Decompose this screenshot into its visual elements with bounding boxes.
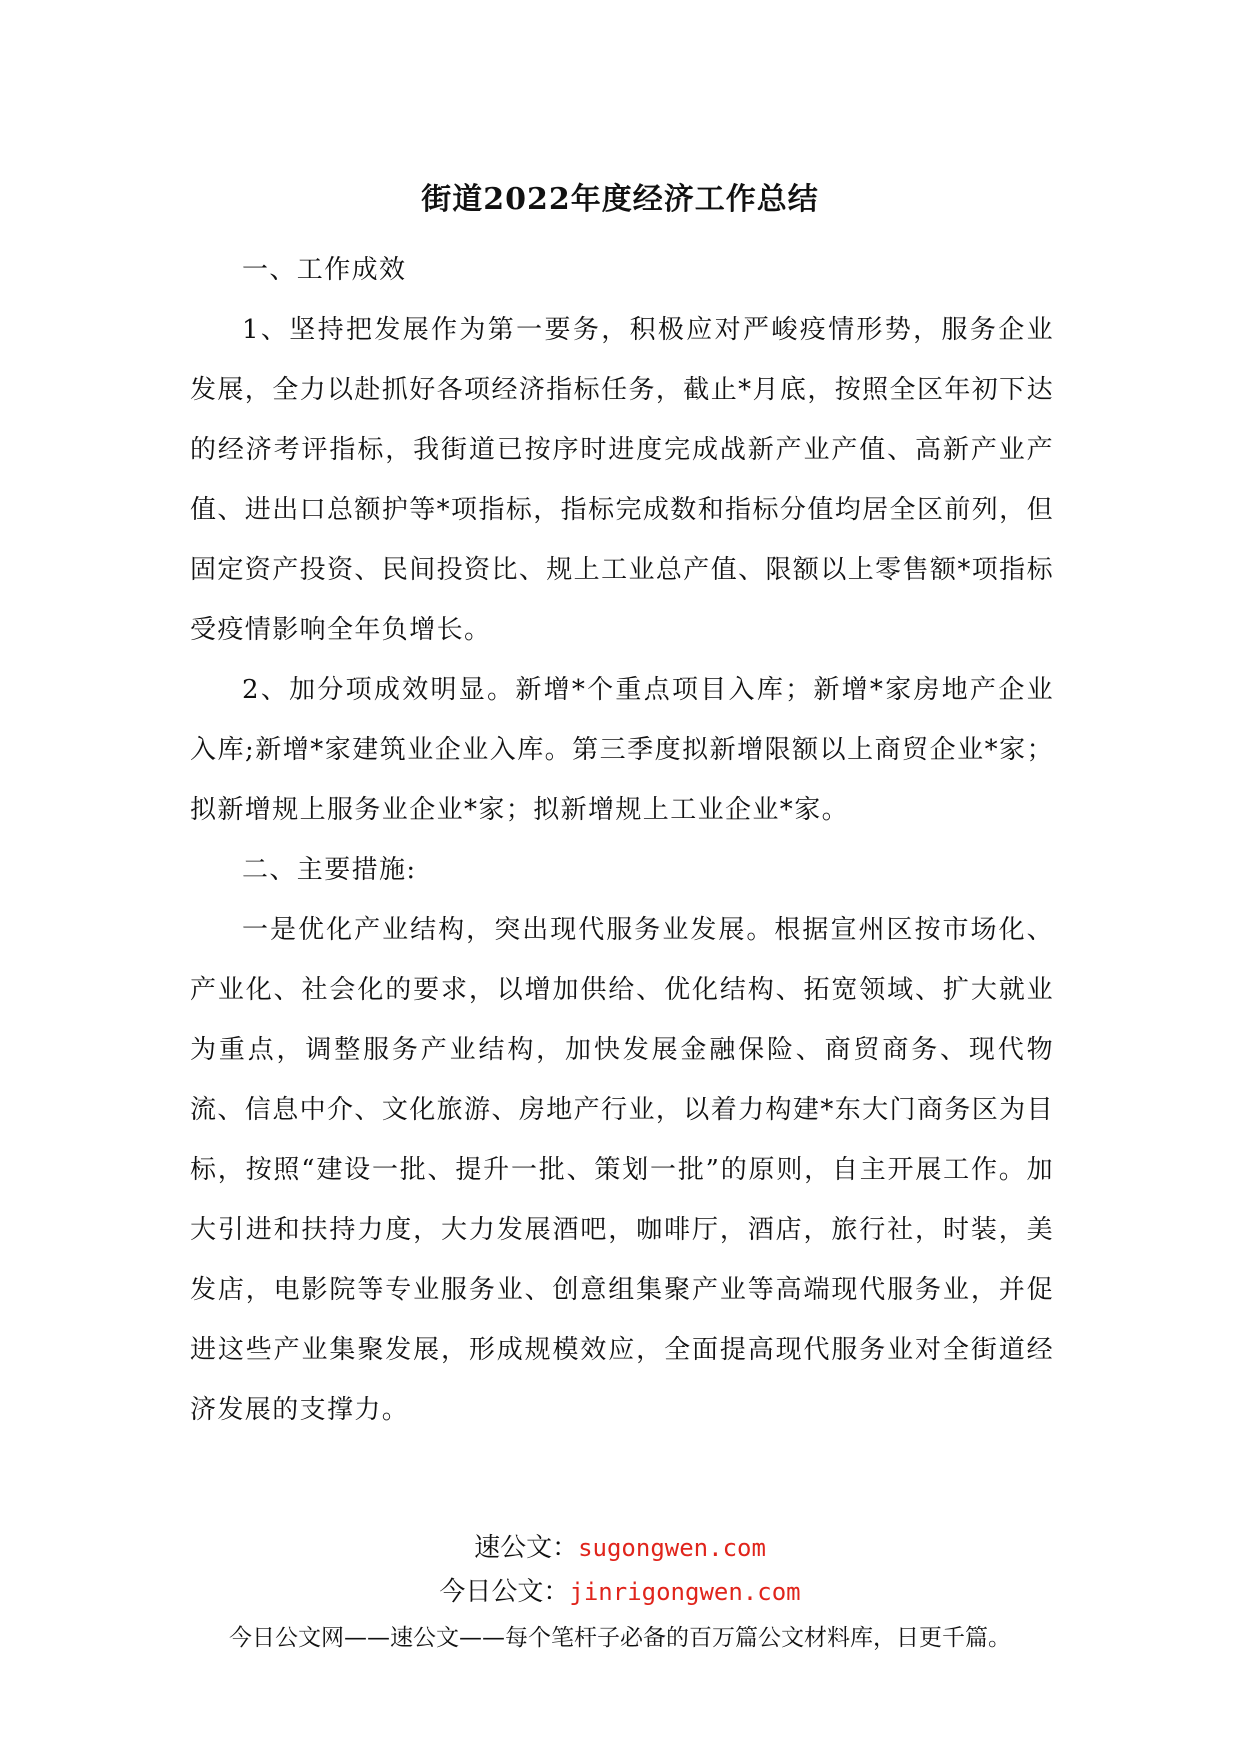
paragraph: 1、坚持把发展作为第一要务，积极应对严峻疫情形势，服务企业发展，全力以赴抓好各项经济指标任务，截止*月底，按照全区年初下达的经济考评指标，我街道已按序时进度完成战新产业产值、高新产业产值、进出口总额护等*项指标，指标完成数和指标分值均居全区前列，但固定资产投资、民间投资比、规上工业总产值、限额以上零售额*项指标受疫情影响全年负增长。	[190, 315, 1054, 645]
footer-label: 速公文：	[474, 1533, 579, 1563]
footer-slogan: 今日公文网——速公文——每个笔杆子必备的百万篇公文材料库，日更千篇。	[229, 1625, 1011, 1651]
footer-sugongwen	[0, 1530, 1240, 1566]
document-body	[190, 240, 1054, 1440]
document-title: 街道2022年度经济工作总结	[421, 182, 819, 217]
footer-link-sugongwen[interactable]: sugongwen.com	[578, 1534, 766, 1562]
section-heading: 一、工作成效	[242, 255, 407, 285]
paragraph: 2、加分项成效明显。新增*个重点项目入库；新增*家房地产企业入库;新增*家建筑业企业入库。第三季度拟新增限额以上商贸企业*家；拟新增规上服务业企业*家；拟新增规上工业企业*家。	[190, 675, 1054, 825]
footer-link-jinrigongwen[interactable]: jinrigongwen.com	[569, 1578, 801, 1606]
footer-label: 今日公文：	[439, 1577, 570, 1607]
footer-jinrigongwen	[0, 1574, 1240, 1610]
paragraph: 一是优化产业结构，突出现代服务业发展。根据宣州区按市场化、产业化、社会化的要求，以增加供给、优化结构、拓宽领域、扩大就业为重点，调整服务产业结构，加快发展金融保险、商贸商务、现代物流、信息中介、文化旅游、房地产行业，以着力构建*东大门商务区为目标，按照“建设一批、提升一批、策划一批”的原则，自主开展工作。加大引进和扶持力度，大力发展酒吧，咖啡厅，酒店，旅行社，时装，美发店，电影院等专业服务业、创意组集聚产业等高端现代服务业，并促进这些产业集聚发展，形成规模效应，全面提高现代服务业对全街道经济发展的支撑力。	[190, 915, 1054, 1425]
section-heading: 二、主要措施:	[242, 855, 417, 885]
